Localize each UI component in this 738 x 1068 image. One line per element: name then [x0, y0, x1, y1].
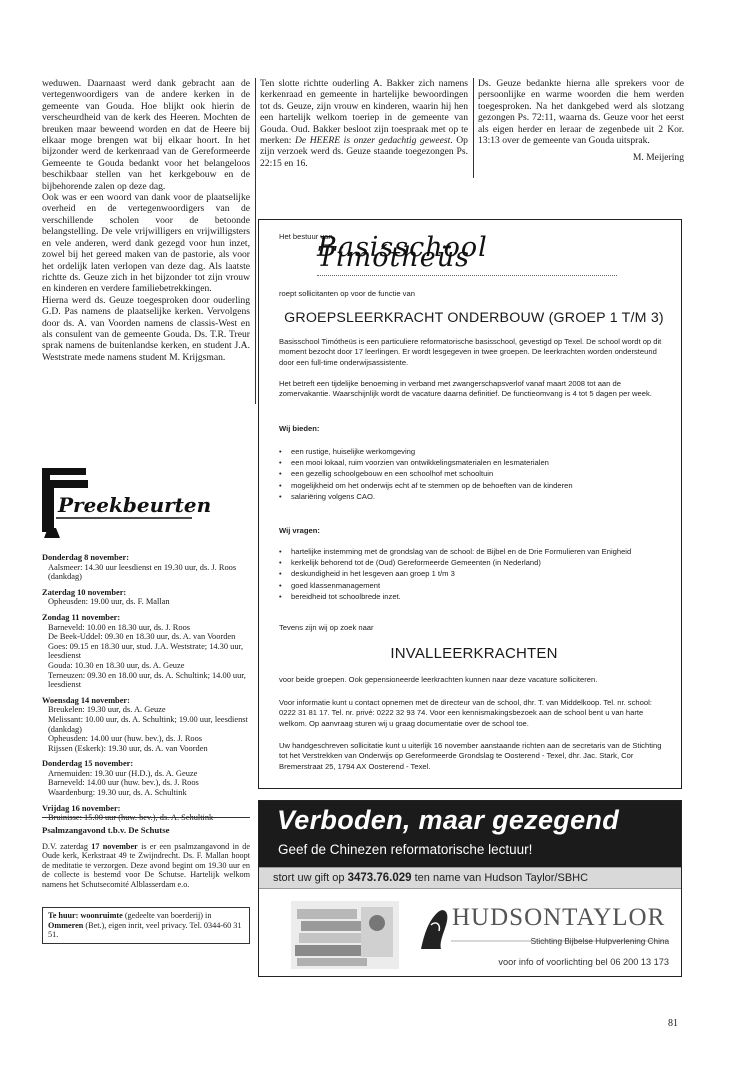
- article-paragraph: Hierna werd ds. Geuze toegesproken door ouderling G.D. Pas namens de plaatselijke kerken. Vervolgens door ds. A. van Voorden namens de classis-West en als consulent van de gemeente Gouda. Ds. T.R. Treur sprak namens de buitenlandse kerken, en student J.A. Weststrate mede namens student M. Krijgsman.: [42, 294, 250, 363]
- vacancy-advertisement: [258, 219, 682, 789]
- article-paragraph: Ten slotte richtte ouderling A. Bakker zich namens kerkenraad en gemeente in hartelijke bewoordingen tot ds. Geuze, zijn vrouw en kinderen, waarin hij hen een hartelijk welkom toeriep in de gemeente van Gouda. Oud. Bakker besloot zijn toespraak met op te merken: De HEERE is onzer gedachtig geweest. Op zijn verzoek werd ds. Geuze staande toegezongen Ps. 22:15 en 16.: [260, 78, 468, 169]
- banner-subtitle: Geef de Chinezen reformatorische lectuur!: [278, 842, 533, 857]
- ad-list-item: • een rustige, huiselijke werkomgeving: [279, 446, 669, 457]
- preekbeurt-day: Woensdag 14 november:: [42, 695, 130, 705]
- ad-list-item: • goed klassenmanagement: [279, 580, 669, 591]
- preekbeurt-entry: Arnemuiden: 19.30 uur (H.D.), ds. A. Geuze: [48, 768, 198, 778]
- account-number: 3473.76.029: [347, 872, 412, 884]
- hudson-taylor-tagline: Stichting Bijbelse Hulpverlening China: [530, 937, 669, 946]
- ad-ask-title: Wij vragen:: [279, 526, 320, 535]
- ad-contact-info: Voor informatie kunt u contact opnemen met de directeur van de school, dhr. T. van Middelkoop. Tel. nr. school: 0222 31 81 17. Tel. nr. privé: 0222 32 93 74. Voor een kennismakingsbezoek aan de school bent u van harte welkom. Op aanvraag sturen wij u graag documentatie over de school toe.: [279, 698, 652, 728]
- ad-school-description: Basisschool Timótheüs is een particuliere reformatorische basisschool, gevestigd op Texel. De school wordt op dit moment bezocht door 17 leerlingen. Er wordt lesgegeven in twee groepen. De leerkrachten worden ondersteund door een full-time onderwijsassistente.: [279, 337, 662, 367]
- ad-offer-title: Wij bieden:: [279, 424, 320, 433]
- ad-list-item: • een mooi lokaal, ruim voorzien van ontwikkelingsmaterialen en lesmaterialen: [279, 457, 669, 468]
- article-column-2: [260, 78, 468, 169]
- article-column-1: [42, 78, 250, 363]
- column-divider: [255, 78, 256, 404]
- preekbeurten-logo-text: Preekbeurten: [58, 493, 212, 517]
- preekbeurt-entry: Melissant: 10.00 uur, ds. A. Schultink; 19.00 uur, leesdienst (dankdag): [48, 714, 248, 734]
- preekbeurt-day: Zaterdag 10 november:: [42, 587, 127, 597]
- hudson-taylor-contact: voor info of voorlichting bel 06 200 13 173: [498, 957, 669, 967]
- article-paragraph: Ds. Geuze bedankte hierna alle sprekers voor de persoonlijke en warme woorden die hem werden toegesproken. Na het dankgebed werd als slotzang gezongen Ps. 72:11, waarna ds. Geuze voor het eerst als eigen herder en leraar de zegenbede uit 2 Kor. 13:13 over de gemeente van Gouda uitsprak.: [478, 78, 684, 147]
- ad-list-item: • hartelijke instemming met de grondslag van de school: de Bijbel en de Drie Formulieren van Enigheid: [279, 546, 669, 557]
- author-signature: M. Meijering: [632, 152, 684, 164]
- ad-list-item: • kerkelijk behorend tot de (Oud) Gereformeerde Gemeenten (in Nederland): [279, 557, 669, 568]
- section-divider: [42, 817, 250, 818]
- books-photo: [291, 901, 399, 969]
- ad-list-item: • deskundigheid in het lesgeven aan groep 1 t/m 3: [279, 568, 669, 579]
- preekbeurt-entry: Waardenburg: 19.30 uur, ds. A. Schultink: [48, 788, 187, 798]
- ad-appointment-description: Het betreft een tijdelijke benoeming in verband met zwangerschapsverlof vanaf maart 2008 tot aan de zomervakantie. Waarschijnlijk wordt de vacature daarna definitief. De functieomvang is 4 tot 5 dagen per week.: [279, 379, 652, 399]
- ad-invaller-title: INVALLEERKRACHTEN: [390, 645, 558, 662]
- ad-position-title: GROEPSLEERKRACHT ONDERBOUW (GROEP 1 T/M 3): [284, 310, 664, 326]
- preekbeurt-entry: De Beek-Uddel: 09.30 en 18.30 uur, ds. A. van Voorden: [48, 632, 236, 642]
- ad-intro: Het bestuur van: [279, 232, 333, 241]
- ad-list-item: • bereidheid tot schoolbrede inzet.: [279, 591, 669, 602]
- hudson-taylor-banner: [258, 800, 682, 977]
- preekbeurt-entry: Barneveld: 14.00 uur (huw. bev.), ds. J. Roos: [48, 778, 199, 788]
- preekbeurt-entry: Gouda: 10.30 en 18.30 uur, ds. A. Geuze: [48, 660, 185, 670]
- article-paragraph: Ook was er een woord van dank voor de plaatselijke overheid en de vertegenwoordigers van de verschillende scholen voor de betoonde belangstelling. De vele vrijwilligers en vrijwilligsters en vele anderen, werd dank gezegd voor hun inzet, zowel bij het gereed maken van de pastorie, als voor het ordelijk laten verlopen van deze dag. Als laatste richtte ds. Geuze zich in het bijzonder tot zijn vrouw en kinderen en verdere familiebetrekkingen.: [42, 192, 250, 295]
- donation-bar: stort uw gift op 3473.76.029 ten name van Hudson Taylor/SBHC: [259, 867, 682, 889]
- notice-body: D.V. zaterdag 17 november is er een psalmzangavond in de Oude kerk, Kerkstraat 49 te Zwijndrecht. Ds. F. Mallan hoopt de meditatie te verzorgen. Deze avond begint om 19.30 uur en de collecte is bestemd voor De Schutse. Hartelijk welkom namens het Schutsecomité Alblasserdam e.o.: [42, 841, 250, 889]
- ad-also: Tevens zijn wij op zoek naar: [279, 623, 374, 632]
- preekbeurt-entry: Breukelen: 19.30 uur, ds. A. Geuze: [48, 705, 166, 715]
- article-column-3: [478, 78, 684, 164]
- ad-list-item: • mogelijkheid om het onderwijs echt af te stemmen op de behoeften van de kinderen: [279, 480, 669, 491]
- preekbeurt-entry: Opheusden: 19.00 uur, ds. F. Mallan: [48, 597, 170, 607]
- school-name: Basisschool Timótheüs: [317, 232, 488, 274]
- ad-ask-list: [279, 546, 669, 602]
- preekbeurten-logo: [42, 462, 250, 540]
- banner-header: [259, 801, 682, 867]
- ad-call: roept sollicitanten op voor de functie van: [279, 289, 415, 298]
- preekbeurt-entry: Goes: 09.15 en 18.30 uur, stud. J.A. Weststrate; 14.30 uur, leesdienst: [48, 641, 244, 661]
- psalmzangavond-notice: [42, 826, 250, 890]
- preekbeurt-entry: Opheusden: 14.00 uur (huw. bev.), ds. J. Roos: [48, 734, 203, 744]
- school-name-underline: [317, 275, 617, 276]
- preekbeurt-day: Zondag 11 november:: [42, 612, 121, 622]
- article-paragraph: weduwen. Daarnaast werd dank gebracht aan de vertegenwoordigers van de andere kerken in de gemeente van Gouda. Hoe blijkt ook hierin de verscheurdheid van de kerk des Heeren. Mochten de breuken maar beweend worden en dat de Heere bij elkaar moge brengen wat bij elkaar hoort. In het bijzonder werd de kerkenraad van de Gereformeerde Gemeente te Gouda bedankt voor het belangeloos beschikbaar stellen van het kerkgebouw en de bijbehorende zalen op deze dag.: [42, 78, 250, 192]
- banner-title: Verboden, maar gezegend: [277, 805, 619, 835]
- preekbeurten-list: [42, 553, 250, 823]
- ad-invaller-description: voor beide groepen. Ook gepensioneerde leerkrachten kunnen naar deze vacature solliciteren.: [279, 675, 598, 684]
- preekbeurt-entry: Terneuzen: 09.30 en 18.00 uur, ds. A. Schultink; 14.00 uur, leesdienst: [48, 670, 246, 690]
- ad-list-item: • salariëring volgens CAO.: [279, 491, 669, 502]
- te-huur-classified: Te huur: woonruimte (gedeelte van boerderij) in Ommeren (Bet.), eigen inrit, veel privacy. Tel. 0344-60 31 51.: [42, 907, 250, 944]
- preekbeurt-day: Vrijdag 16 november:: [42, 803, 121, 813]
- ad-application-info: Uw handgeschreven sollicitatie kunt u uiterlijk 16 november aanstaande richten aan de secretaris van de Stichting tot het Verstrekken van Onderwijs op Gereformeerde Grondslag te Oosterend - Texel, dhr. Jac. Stark, Cor Bremerstraat 25, 1794 AX Oosterend - Texel.: [279, 741, 662, 771]
- preekbeurt-day: Donderdag 15 november:: [42, 759, 134, 769]
- ad-list-item: • een gezellig schoolgebouw en een schoolhof met schooltuin: [279, 468, 669, 479]
- preekbeurt-entry: Barneveld: 10.00 en 18.30 uur, ds. J. Roos: [48, 622, 191, 632]
- preekbeurt-entry: Rijssen (Eskerk): 19.30 uur, ds. A. van Voorden: [48, 743, 208, 753]
- notice-title: Psalmzangavond t.b.v. De Schutse: [42, 825, 170, 835]
- hudson-taylor-name: HUDSONTAYLOR: [452, 904, 666, 931]
- page-number: 81: [668, 1018, 678, 1029]
- ad-offer-list: [279, 446, 669, 502]
- preekbeurt-day: Donderdag 8 november:: [42, 553, 130, 562]
- column-divider: [473, 78, 474, 178]
- preekbeurt-entry: Aalsmeer: 14.30 uur leesdienst en 19.30 uur, ds. J. Roos (dankdag): [48, 562, 237, 582]
- preekbeurt-entry: [42, 813, 250, 823]
